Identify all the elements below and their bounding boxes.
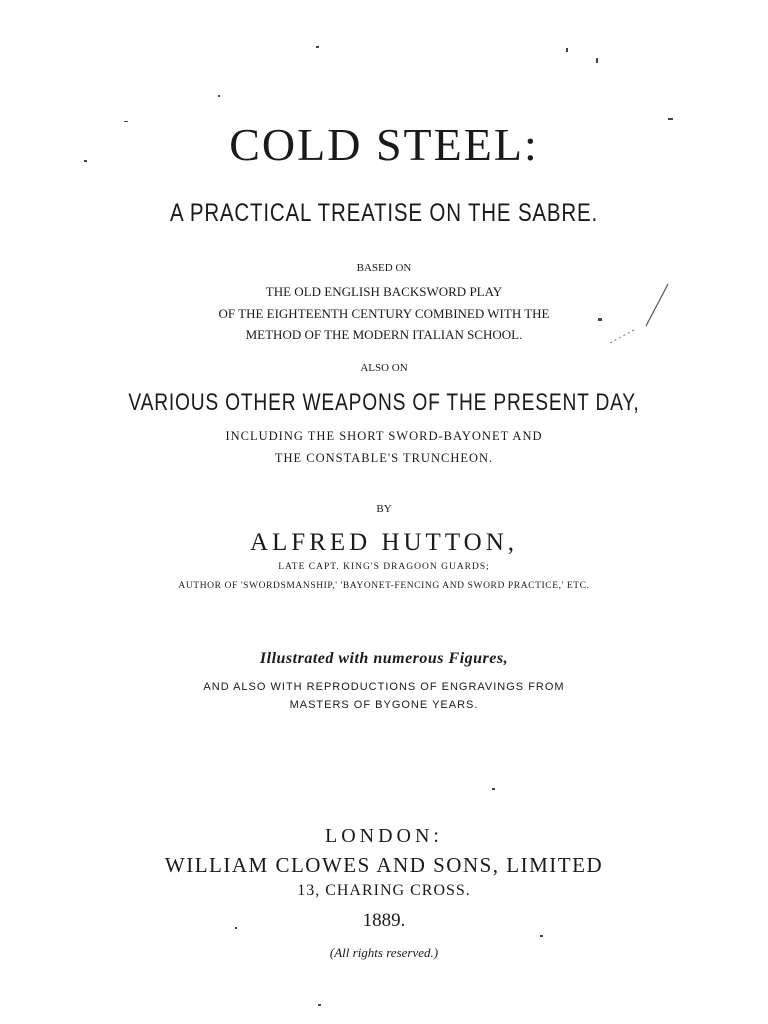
also-on-label: ALSO ON xyxy=(360,362,408,374)
imprint-rights: (All rights reserved.) xyxy=(329,945,439,960)
by-label: BY xyxy=(376,503,392,515)
imprint-publisher: WILLIAM CLOWES AND SONS, LIMITED xyxy=(164,853,604,877)
based-on-label: BASED ON xyxy=(356,262,412,274)
illustrations-heading: Illustrated with numerous Figures, xyxy=(259,650,509,667)
scan-speck xyxy=(596,58,598,63)
imprint-address: 13, CHARING CROSS. xyxy=(297,882,471,899)
also-on-line: THE CONSTABLE'S TRUNCHEON. xyxy=(274,451,494,465)
based-on-line: METHOD OF THE MODERN ITALIAN SCHOOL. xyxy=(245,327,523,342)
also-on-heading: VARIOUS OTHER WEAPONS OF THE PRESENT DAY, xyxy=(128,389,640,416)
based-on-line: OF THE EIGHTEENTH CENTURY COMBINED WITH THE xyxy=(218,306,550,321)
scan-speck xyxy=(492,788,495,790)
scan-speck xyxy=(668,118,673,120)
scan-speck xyxy=(540,935,543,937)
illustrations-line: AND ALSO WITH REPRODUCTIONS OF ENGRAVINGS FROM xyxy=(203,681,565,693)
based-on-line: THE OLD ENGLISH BACKSWORD PLAY xyxy=(265,284,503,299)
book-title: COLD STEEL: xyxy=(229,119,539,170)
book-subtitle: A PRACTICAL TREATISE ON THE SABRE. xyxy=(169,199,599,227)
also-on-line: INCLUDING THE SHORT SWORD-BAYONET AND xyxy=(225,429,543,443)
scan-speck xyxy=(235,927,237,929)
imprint-year: 1889. xyxy=(362,910,406,931)
imprint-city: LONDON: xyxy=(325,825,443,847)
scan-speck xyxy=(124,121,128,122)
scan-speck xyxy=(316,46,319,48)
scan-speck xyxy=(566,48,568,52)
scan-speck xyxy=(218,95,220,97)
author-name: ALFRED HUTTON, xyxy=(249,529,519,556)
pencil-stroke-icon xyxy=(600,280,680,350)
scan-speck xyxy=(318,1004,321,1006)
author-credit: LATE CAPT. KING'S DRAGOON GUARDS; xyxy=(278,562,490,572)
scan-speck xyxy=(84,160,87,162)
author-credit: AUTHOR OF 'SWORDSMANSHIP,' 'BAYONET-FENCING AND SWORD PRACTICE,' ETC. xyxy=(178,581,590,591)
illustrations-line: MASTERS OF BYGONE YEARS. xyxy=(289,699,479,711)
